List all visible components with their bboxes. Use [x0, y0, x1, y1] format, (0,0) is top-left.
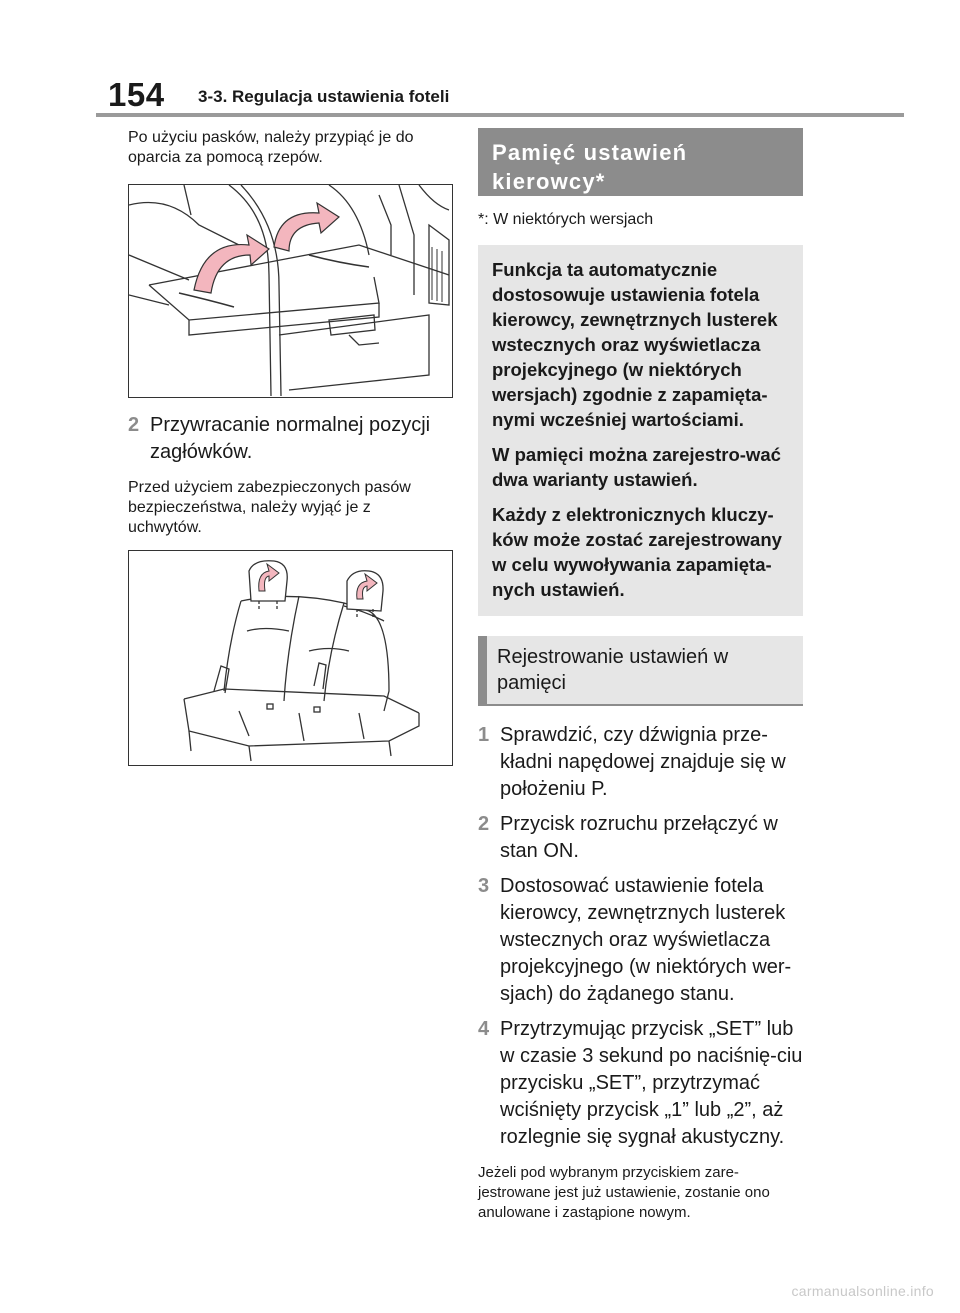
- left-step-2: [128, 412, 438, 466]
- memory-section-header: Pamięć ustawień kierowcy*: [478, 128, 803, 196]
- step-number: 4: [478, 1018, 490, 1040]
- cargo-area-illustration: [128, 184, 453, 398]
- info-paragraph: Każdy z elektronicznych kluczy-ków może zostać zarejestrowany w celu wywoływania zapamięta-nych ustawień.: [492, 504, 782, 600]
- restore-note: Przed użyciem zabezpieczonych pasów bezpieczeństwa, należy wyjąć je z uchwytów.: [128, 479, 411, 536]
- register-step-4: [478, 1016, 803, 1151]
- step-number: 2: [478, 813, 490, 835]
- step-text: Przytrzymując przycisk „SET” lub w czasie 3 sekund po naciśnię-ciu przycisku „SET”, przytrzymać wciśnięty przycisk „1” lub „2”, aż rozlegnie się sygnał akustyczny.: [500, 1018, 803, 1148]
- register-subsection-header: Rejestrowanie ustawień w pamięci: [478, 636, 803, 706]
- header-divider: [96, 113, 904, 117]
- register-step-2: [478, 811, 803, 865]
- step-text: Przycisk rozruchu przełączyć w stan ON.: [500, 813, 778, 862]
- section-title: 3-3. Regulacja ustawienia foteli: [198, 87, 450, 106]
- page-number: 154: [108, 76, 165, 113]
- right-column: [478, 128, 803, 1223]
- intro-text: Po użyciu pasków, należy przypiąć je do oparcia za pomocą rzepów.: [128, 129, 414, 166]
- closing-note: Jeżeli pod wybranym przyciskiem zare-jestrowane jest już ustawienie, zostanie ono anulowane i zastąpione nowym.: [478, 1164, 770, 1221]
- step-number: 1: [478, 724, 490, 746]
- step-number: 3: [478, 875, 490, 897]
- headrest-raise-drawing: [129, 551, 451, 764]
- step-number: 2: [128, 414, 140, 436]
- watermark: carmanualsonline.info: [791, 1283, 934, 1299]
- info-paragraph: Funkcja ta automatycznie dostosowuje ustawienia fotela kierowcy, zewnętrznych lusterek wstecznych oraz wyświetlacza projekcyjnego (w niektórych wersjach) zgodnie z zapamięta-nymi wcześniej wartościami.: [492, 259, 778, 430]
- register-step-3: [478, 873, 803, 1008]
- step-text: Sprawdzić, czy dźwignia prze-kładni napędowej znajduje się w położeniu P.: [500, 724, 786, 800]
- footnote-marker: *: W niektórych wersjach: [478, 211, 654, 228]
- info-paragraph: W pamięci można zarejestro-wać dwa warianty ustawień.: [492, 444, 781, 490]
- step-text: Dostosować ustawienie fotela kierowcy, zewnętrznych lusterek wstecznych oraz wyświetlacza projekcyjnego (w niektórych wer-sjach) do żądanego stanu.: [500, 875, 792, 1005]
- register-step-1: [478, 722, 803, 803]
- memory-info-box: [478, 245, 803, 616]
- rear-seat-illustration: [128, 550, 453, 766]
- left-column: [128, 128, 453, 766]
- step-text: Przywracanie normalnej pozycji zagłówków.: [150, 414, 431, 463]
- register-steps: [478, 722, 803, 1151]
- seatback-fold-drawing: [129, 185, 451, 396]
